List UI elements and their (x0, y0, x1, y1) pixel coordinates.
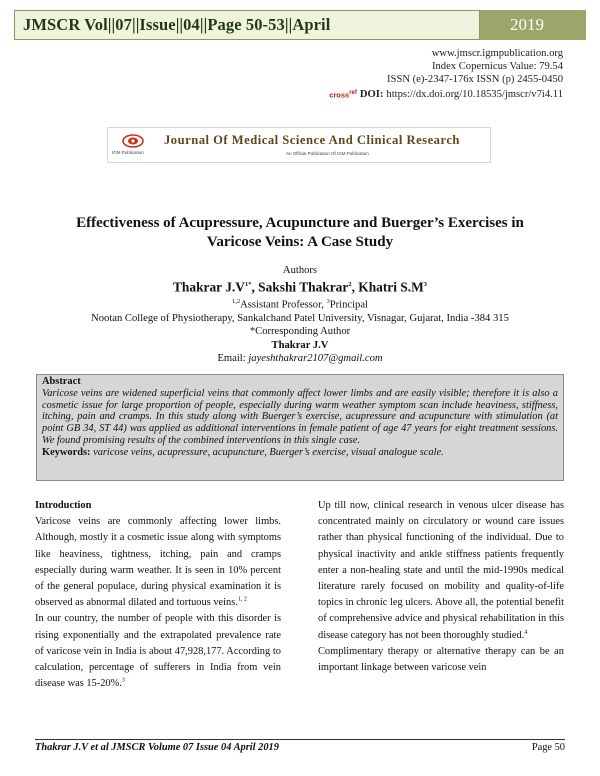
abstract-box (36, 374, 564, 481)
author-names: Thakrar $J.V^{1*}$, Sakshi Thakrar$^2$, Khatri $S.M^3$ (173, 279, 427, 295)
institution: Nootan College of Physiotherapy, Sankalchand Patel University, Visnagar, Gujarat, India -384 315 (91, 312, 509, 324)
footer-divider (35, 739, 565, 740)
authors-block (10, 264, 590, 365)
journal-header-bar (14, 10, 586, 40)
keywords: Keywords: varicose veins, acupressure, acupuncture, Buerger’s exercise, visual analogue scale. (42, 446, 444, 458)
body-paragraph: Complimentary therapy or alternative therapy can be an important linkage between varicose vein (318, 645, 564, 674)
authors-label: Authors (282, 265, 318, 276)
body-paragraph: Varicose veins are commonly affecting lower limbs. Although, mostly it a cosmetic issue along with symptoms like heaviness, tightness, itching, pain and cramps especially during warm weather. It is seen in 10% percent of the general populace, during physical examination it is observed as abnormal dilated and tortuous veins.$^{1, 2}$ (35, 516, 281, 609)
logo-title: Journal Of Medical Science And Clinical Research (164, 133, 460, 147)
page-number: Page 50 (531, 742, 565, 753)
body-column-right (318, 498, 564, 676)
body-paragraph: Up till now, clinical research in venous ulcer disease has concentrated mainly on circulatory or wound care issues rather than physical functioning of the individual. Due to physical inactivity and ankle stiffness patients frequently enter a non-healing state and until the mid-1990s medical literature rarely focused on mobility and quality-of-life topics in chronic leg ulcers. Above all, the potential benefit of comprehensive advice and physical rehabilitation in this disease category has not been thoroughly studied.$^4$ (318, 500, 564, 641)
journal-emblem-icon (122, 134, 144, 148)
issn-line: ISSN (e)-2347-176x ISSN (p) 2455-0450 (387, 74, 563, 86)
abstract-text: Varicose veins are widened superficial veins that commonly affect lower limbs and are easily visible; therefore it is also a cosmetic issue for large proportion of people, especially during warm weather symptom scan include heaviness, stiffness, itching, pain and cramps. In this study along with Buerger’s exercise, acupressure and acupuncture with stimulation (at point GB 34, ST 44) was applied as additional interventions in female patient of age 47 years for eight treatment sessions. We found promising results of the combined interventions in this single case. (42, 387, 558, 446)
logo-subtitle: An Official Publication Of IGM Publication (286, 151, 369, 156)
body-column-left (35, 498, 281, 692)
abstract-heading: Abstract (42, 376, 81, 387)
logo-publisher: IGM Publication (112, 150, 144, 155)
copernicus-value: Index Copernicus Value: 79.54 (431, 61, 563, 73)
corresponding-label: *Corresponding Author (249, 326, 351, 338)
crossref-logo: cross$^{ref}$ (329, 89, 357, 100)
journal-logo (107, 127, 491, 163)
section-heading-introduction: Introduction (35, 500, 92, 511)
journal-issue-line: JMSCR Vol||07||Issue||04||Page 50-53||April (14, 10, 480, 40)
journal-year: 2019 (480, 10, 586, 40)
doi-label: DOI: (359, 89, 384, 101)
email-link[interactable]: jayeshthakrar2107@gmail.com (248, 353, 383, 365)
footer-citation: Thakrar J.V et al JMSCR Volume 07 Issue 04 April 2019 (35, 742, 279, 753)
corresponding-author: Thakrar J.V (271, 339, 329, 351)
doi-line (329, 87, 563, 102)
author-affiliation: $^{1,2}$Assistant Professor, $^3$Principal (231, 297, 368, 311)
body-paragraph: In our country, the number of people with this disorder is rising exponentially and the extrapolated prevalence rate of varicose vein in India is about 47,928,177. According to calculation, percentage of sufferers in India from vein disease was 15-20%.$^3$ (35, 613, 281, 690)
journal-website: www.jmscr.igmpublication.org (431, 48, 563, 59)
journal-meta (329, 47, 563, 101)
author-email: Email: jayeshthakrar2107@gmail.com (217, 353, 383, 365)
article-title: Effectiveness of Acupressure, Acupuncture and Buerger’s Exercises in Varicose Veins: A Case Study (76, 215, 524, 250)
doi-link[interactable]: https://dx.doi.org/10.18535/jmscr/v7i4.11 (386, 89, 563, 101)
